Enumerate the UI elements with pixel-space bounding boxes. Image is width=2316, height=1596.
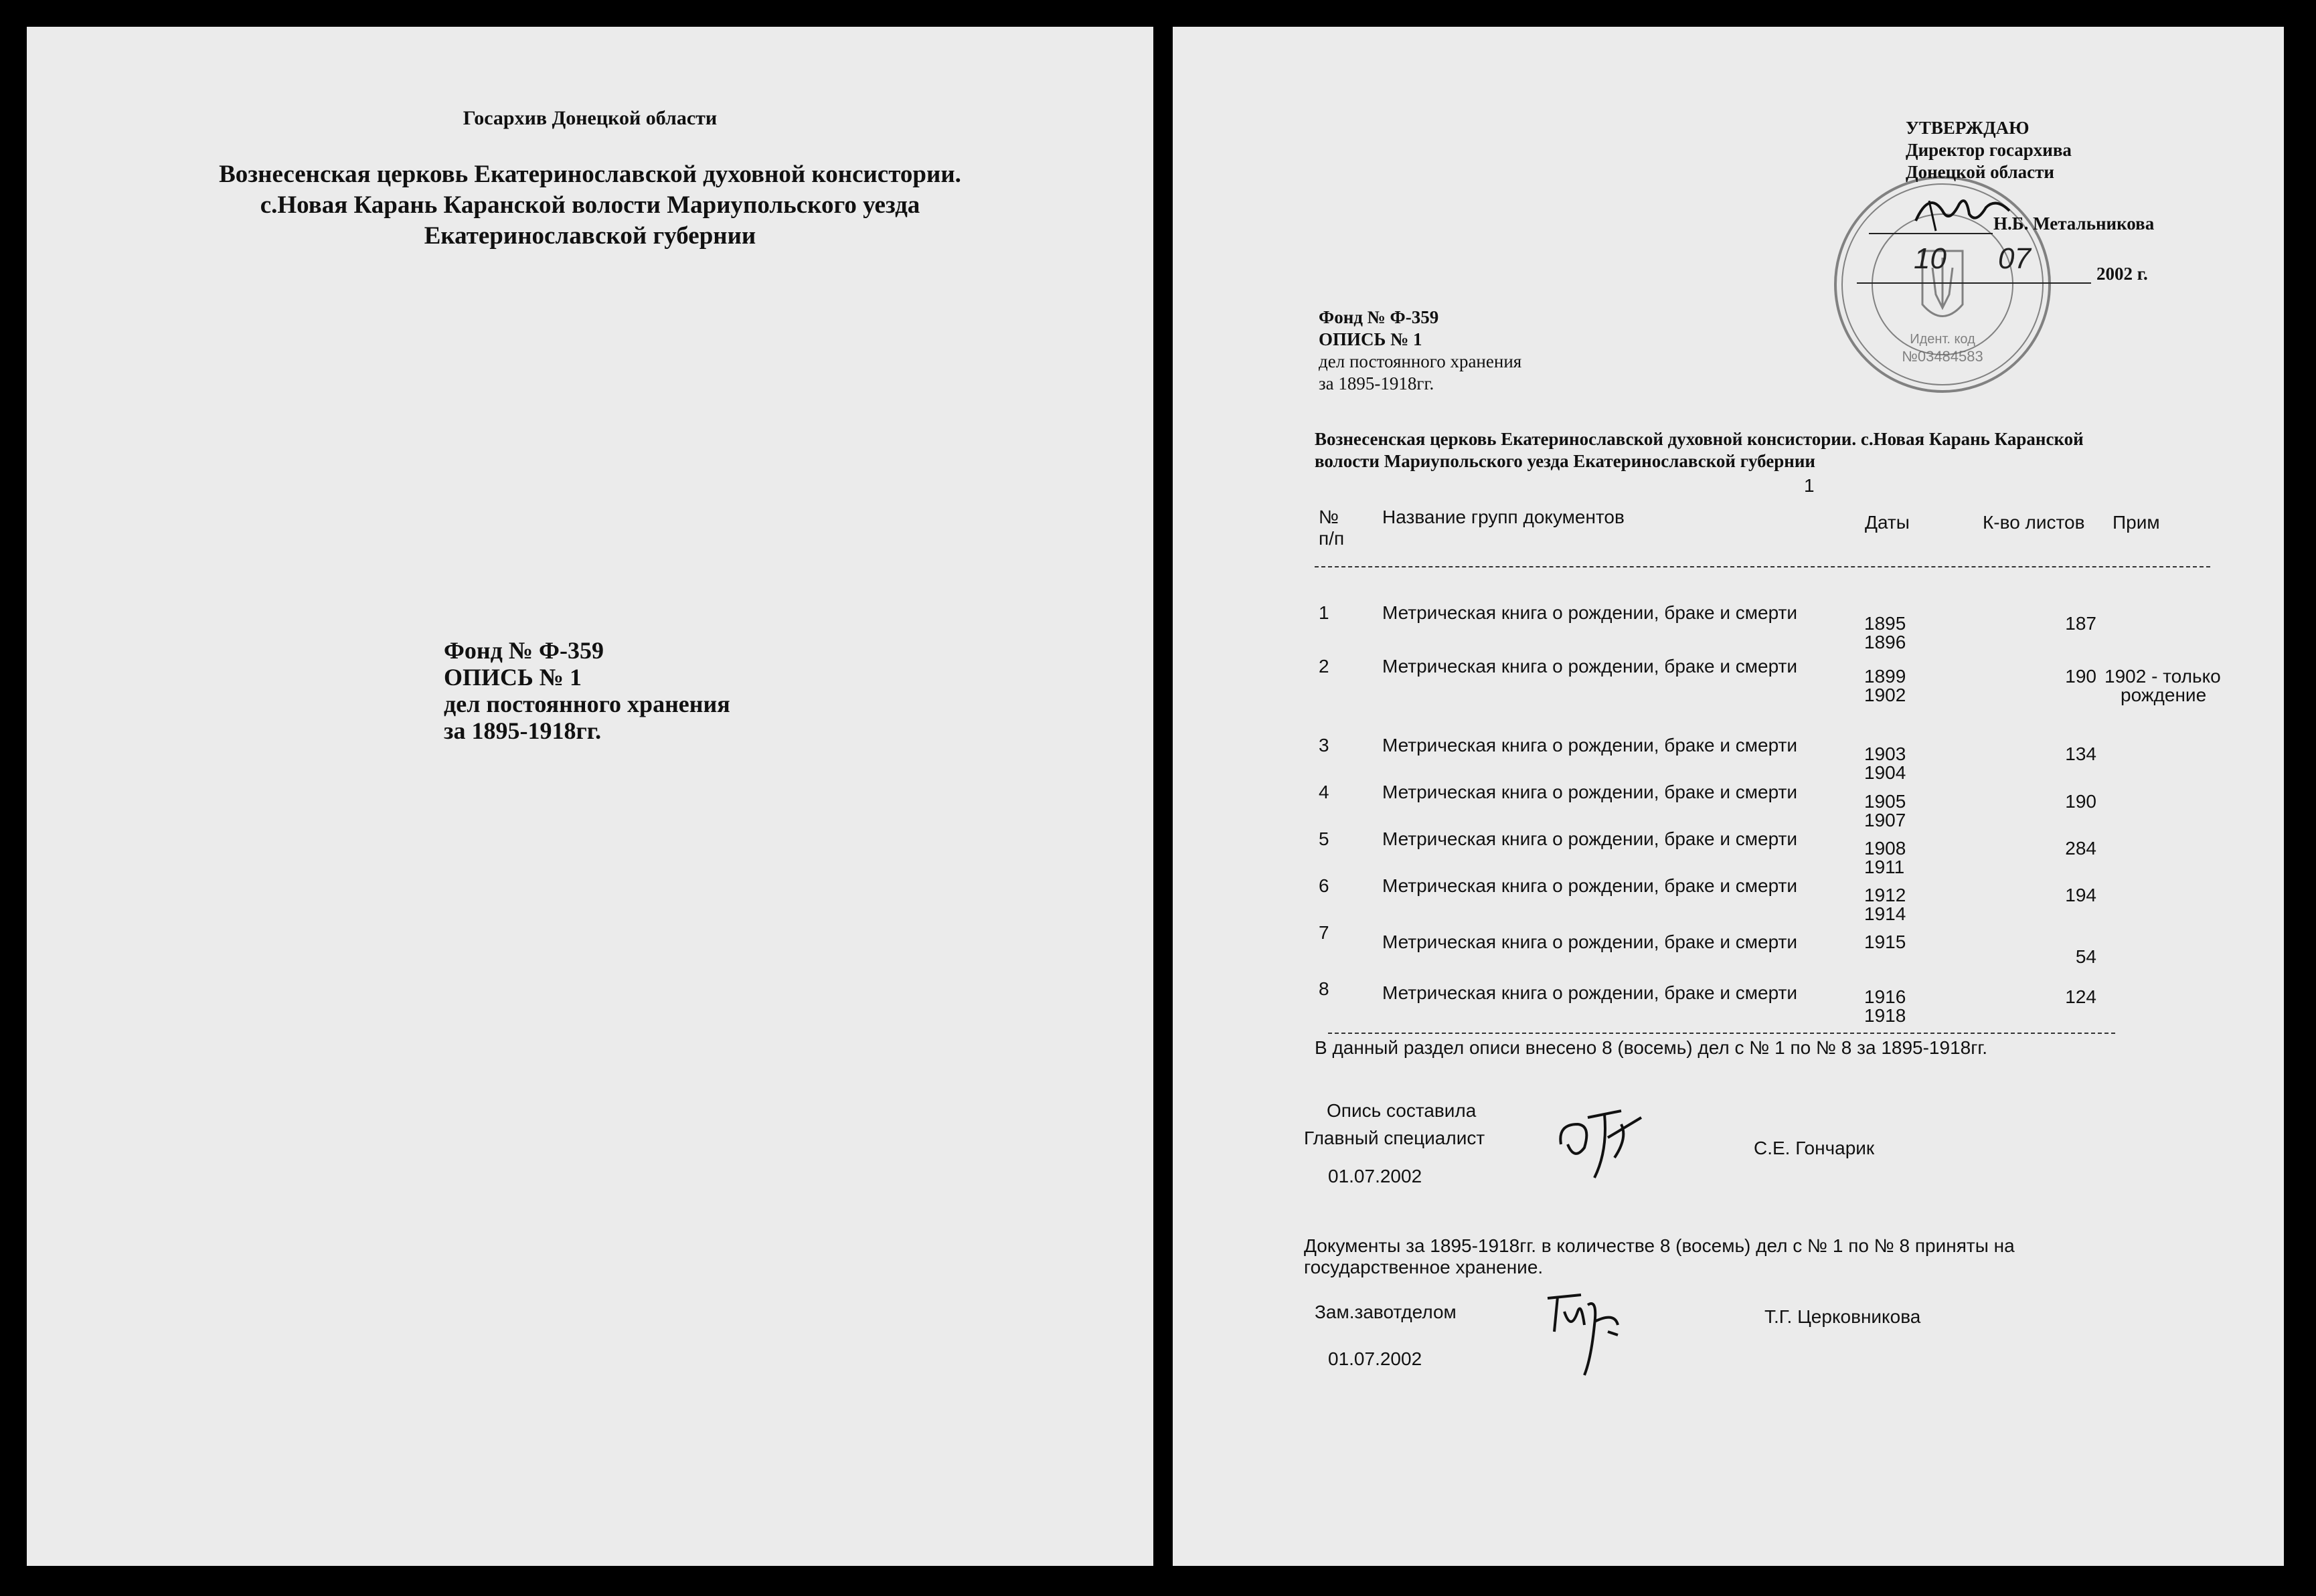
row-name: Метрическая книга о рождении, браке и смерти: [1382, 875, 1798, 896]
row-name: Метрическая книга о рождении, браке и смерти: [1382, 982, 1798, 1003]
row-date-start: 1908: [1864, 838, 1906, 859]
row-date-start: 1895: [1864, 613, 1906, 634]
col-header-note: Прим: [2113, 512, 2160, 533]
row-date-end: 1914: [1864, 903, 1906, 924]
director-name: Н.Б. Метальникова: [1993, 213, 2155, 234]
header-divider: [1315, 566, 2210, 567]
row-sheets: 190: [2065, 791, 2096, 812]
deputy-name: Т.Г. Церковникова: [1764, 1306, 1921, 1327]
right-title-line: Вознесенская церковь Екатеринославской духовной консистории. с.Новая Карань Каранской: [1315, 429, 2084, 449]
compiled-date: 01.07.2002: [1328, 1166, 1422, 1186]
col-header-num-line1: №: [1319, 507, 1339, 527]
compiled-name: С.Е. Гончарик: [1754, 1138, 1875, 1158]
row-date-start: 1899: [1864, 666, 1906, 687]
row-num: 3: [1319, 735, 1329, 756]
acceptance-text: [1304, 1235, 2015, 1278]
compiled-position: Главный специалист: [1304, 1128, 1485, 1148]
opis-number: ОПИСЬ № 1: [444, 664, 582, 691]
row-num: 5: [1319, 828, 1329, 849]
row-name: Метрическая книга о рождении, браке и смерти: [1382, 602, 1798, 623]
row-name: Метрическая книга о рождении, браке и смерти: [1382, 932, 1798, 952]
row-date-end: 1896: [1864, 632, 1906, 652]
approval-month: 07: [1998, 242, 2031, 275]
row-num: 7: [1319, 922, 1329, 943]
archive-name: Госархив Донецкой области: [463, 107, 718, 129]
col-header-num: [1319, 507, 1344, 549]
page-number: 1: [1804, 475, 1815, 496]
approval-line: Донецкой области: [1906, 162, 2054, 182]
row-date-start: 1905: [1864, 791, 1906, 812]
row-name: Метрическая книга о рождении, браке и смерти: [1382, 782, 1798, 802]
row-date-end: 1907: [1864, 810, 1906, 830]
row-date-start: 1915: [1864, 932, 1906, 952]
row-num: 2: [1319, 656, 1329, 677]
acceptance-line: Документы за 1895-1918гг. в количестве 8 (восемь) дел с № 1 по № 8 приняты на: [1304, 1235, 2015, 1256]
row-date-end: 1902: [1864, 685, 1906, 705]
col-header-num-line2: п/п: [1319, 528, 1345, 549]
row-sheets: 54: [2075, 946, 2096, 967]
approval-date-line: [1857, 282, 2091, 284]
right-title-line: волости Мариупольского уезда Екатеринославской губернии: [1315, 451, 1815, 471]
row-date-end: 1904: [1864, 762, 1906, 783]
row-sheets: 187: [2065, 613, 2096, 634]
row-name: Метрическая книга о рождении, браке и смерти: [1382, 828, 1798, 849]
compiler-signature: [1548, 1097, 1668, 1184]
col-header-name: Название групп документов: [1382, 507, 1625, 527]
row-num: 8: [1319, 978, 1329, 999]
stamp-code-label: Идент. код: [1910, 332, 1975, 347]
row-date-start: 1912: [1864, 885, 1906, 905]
row-sheets: 284: [2065, 838, 2096, 859]
left-fond-block: [444, 637, 730, 744]
right-fond-block: [1319, 306, 1521, 395]
row-date-start: 1903: [1864, 743, 1906, 764]
fond-years: за 1895-1918гг.: [1319, 373, 1434, 393]
approval-line: Директор госархива: [1906, 140, 2072, 160]
row-num: 4: [1319, 782, 1329, 802]
row-num: 6: [1319, 875, 1329, 896]
stamp-code: №03484583: [1902, 348, 1983, 365]
row-sheets: 124: [2065, 986, 2096, 1007]
right-page: [1173, 27, 2284, 1566]
row-sheets: 190: [2065, 666, 2096, 687]
left-title-line: Вознесенская церковь Екатеринославской духовной консистории.: [219, 161, 961, 188]
approval-block: [1906, 117, 2072, 183]
fond-storage: дел постоянного хранения: [444, 691, 730, 717]
approval-year: 2002 г.: [2096, 264, 2148, 284]
compiled-label: Опись составила: [1327, 1100, 1477, 1121]
left-title: [27, 159, 1153, 252]
approval-day: 10: [1914, 242, 1947, 275]
fond-storage: дел постоянного хранения: [1319, 351, 1522, 371]
row-num: 1: [1319, 602, 1329, 623]
fond-number: Фонд № Ф-359: [444, 637, 604, 664]
col-header-sheets: К-во листов: [1983, 512, 2085, 533]
left-page: [27, 27, 1153, 1566]
fond-number: Фонд № Ф-359: [1319, 307, 1439, 327]
opis-number: ОПИСЬ № 1: [1319, 329, 1422, 349]
row-sheets: 194: [2065, 885, 2096, 905]
right-title: [1315, 428, 2084, 472]
footer-divider: [1328, 1033, 2115, 1034]
row-date-end: 1911: [1864, 857, 1905, 877]
row-name: Метрическая книга о рождении, браке и смерти: [1382, 735, 1798, 756]
acceptance-line: государственное хранение.: [1304, 1257, 1544, 1277]
fond-years: за 1895-1918гг.: [444, 717, 602, 744]
row-date-end: 1918: [1864, 1005, 1906, 1026]
row-name: Метрическая книга о рождении, браке и смерти: [1382, 656, 1798, 677]
left-title-line: с.Новая Карань Каранской волости Мариупольского уезда: [260, 191, 920, 219]
inventory-summary: В данный раздел описи внесено 8 (восемь) дел с № 1 по № 8 за 1895-1918гг.: [1315, 1037, 1988, 1058]
row-note: 1902 - только: [2104, 666, 2221, 687]
row-date-start: 1916: [1864, 986, 1906, 1007]
director-signature: [1909, 184, 2023, 244]
row-note-cont: рождение: [2121, 685, 2207, 705]
col-header-dates: Даты: [1865, 512, 1910, 533]
deputy-signature: [1534, 1285, 1641, 1385]
deputy-date: 01.07.2002: [1328, 1348, 1422, 1369]
approval-heading: УТВЕРЖДАЮ: [1906, 118, 2030, 138]
deputy-position: Зам.завотделом: [1315, 1302, 1457, 1322]
row-sheets: 134: [2065, 743, 2096, 764]
left-title-line: Екатеринославской губернии: [424, 222, 756, 250]
